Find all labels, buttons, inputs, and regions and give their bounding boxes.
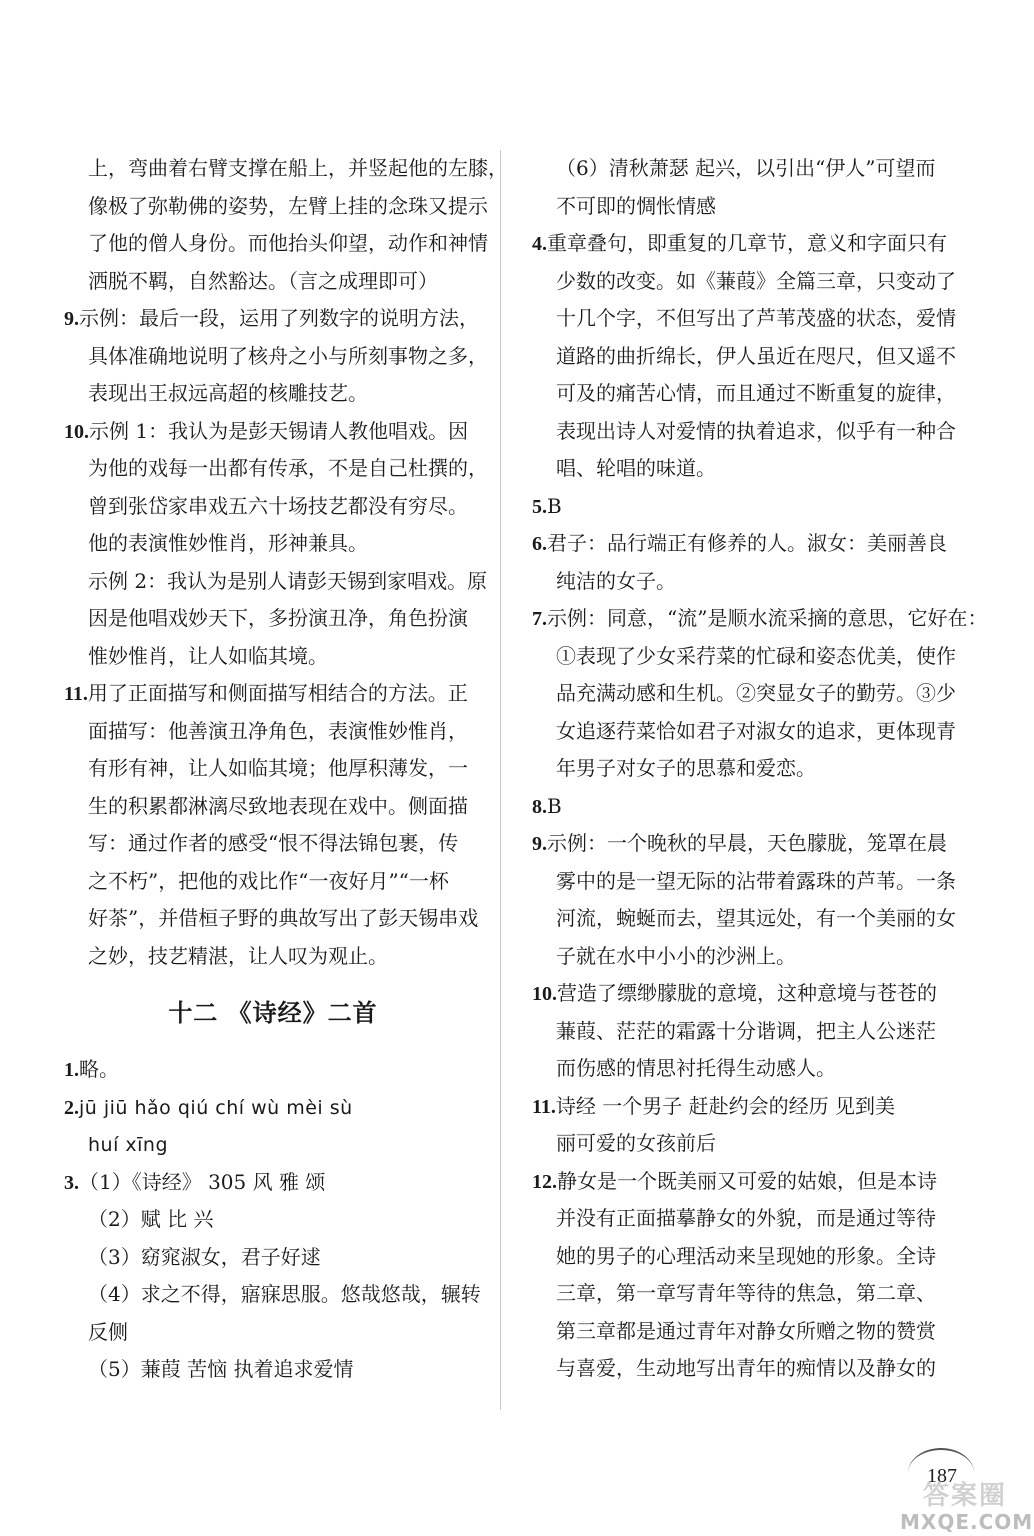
- answer-text: 品充满动感和生机。②突显女子的勤劳。③少: [556, 681, 956, 705]
- left-answers-before-section: [64, 150, 508, 975]
- answer-line: [532, 563, 930, 601]
- answer-line: [532, 975, 937, 1013]
- answer-line: [64, 413, 482, 451]
- answer-line: [64, 1276, 482, 1314]
- answer-line: [532, 450, 930, 488]
- question-number: 3.: [64, 1171, 79, 1194]
- answer-line: [64, 675, 482, 713]
- answer-line: [532, 938, 930, 976]
- answer-text: 为他的戏每一出都有传承，不是自己杜撰的，: [88, 456, 488, 480]
- answer-text: 因是他唱戏妙天下，多扮演丑净，角色扮演: [88, 606, 468, 630]
- answer-text: 洒脱不羁，自然豁达。（言之成理即可）: [88, 268, 438, 293]
- answer-line: [64, 450, 488, 488]
- right-column: [532, 150, 988, 1388]
- answer-text: 好茶”，并借桓子野的典故写出了彭天锡串戏: [88, 906, 479, 930]
- question-number: 11.: [64, 683, 88, 705]
- answer-line: [532, 675, 956, 713]
- answer-text: 略。: [79, 1057, 119, 1081]
- question-number: 10.: [532, 983, 557, 1005]
- answer-text: 写：通过作者的感受“恨不得法锦包裹，传: [88, 831, 459, 855]
- answer-text: 示例：一个晚秋的早晨，天色朦胧，笼罩在晨: [547, 831, 947, 855]
- answer-text: 具体准确地说明了核舟之小与所刻事物之多，: [88, 343, 488, 368]
- answer-line: [64, 1239, 482, 1277]
- answer-line: [64, 338, 488, 376]
- answer-text: 唱、轮唱的味道。: [556, 456, 716, 480]
- question-number: 7.: [532, 608, 547, 630]
- answer-line: [64, 750, 482, 788]
- column-divider: [500, 150, 501, 1410]
- watermark: [900, 1480, 1034, 1536]
- answer-line: [532, 713, 956, 751]
- answer-text: 示例 1：我认为是彭天锡请人教他唱戏。因: [89, 418, 469, 443]
- answer-line: [64, 600, 482, 638]
- answer-line: [532, 825, 947, 863]
- section-title: 十二 《诗经》二首: [168, 998, 378, 1027]
- question-number: 1.: [64, 1059, 79, 1081]
- answer-text: 丽可爱的女孩前后: [556, 1131, 716, 1155]
- answer-text: 女追逐荇菜恰如君子对淑女的追求，更体现青: [556, 718, 956, 743]
- answer-line: [532, 413, 956, 451]
- answer-text: 年男子对女子的思慕和爱恋。: [556, 756, 816, 780]
- question-number: 9.: [532, 833, 547, 855]
- answer-line: [64, 1164, 482, 1202]
- answer-text: 曾到张岱家串戏五六十场技艺都没有穷尽。: [88, 493, 468, 518]
- question-number: 4.: [532, 233, 547, 255]
- answer-line: [532, 488, 930, 526]
- answer-text: 少数的改变。如《蒹葭》全篇三章，只变动了: [556, 268, 956, 293]
- answer-line: [532, 375, 956, 413]
- answer-line: [532, 188, 930, 226]
- answer-line: [64, 1201, 482, 1239]
- question-number: 10.: [64, 420, 89, 443]
- question-number: 2.: [64, 1096, 79, 1119]
- answer-text: 表现出王叔远高超的核雕技艺。: [88, 381, 368, 405]
- answer-text: B: [547, 493, 562, 518]
- answer-line: [64, 188, 488, 226]
- answer-line: [64, 713, 482, 751]
- answer-line: [532, 638, 956, 676]
- answer-text: 惟妙惟肖，让人如临其境。: [88, 643, 328, 668]
- answer-line: [532, 1275, 936, 1313]
- question-number: 6.: [532, 533, 547, 555]
- answer-text: （2）赋 比 兴: [88, 1207, 214, 1231]
- answer-text: 子就在水中小小的沙洲上。: [556, 943, 796, 968]
- answer-line: [64, 150, 508, 188]
- left-answers-after-section: [64, 1051, 482, 1389]
- answer-text: 他的表演惟妙惟肖，形神兼具。: [88, 531, 368, 555]
- right-answers: [532, 150, 988, 1388]
- answer-text: 上，弯曲着右臂支撑在船上，并竖起他的左膝，: [88, 156, 508, 180]
- answer-line: [532, 1163, 937, 1201]
- answer-text: 纯洁的女子。: [556, 568, 676, 593]
- answer-text: B: [547, 793, 562, 818]
- answer-line: [64, 863, 482, 901]
- answer-text: （4）求之不得，寤寐思服。悠哉悠哉，辗转: [88, 1282, 481, 1306]
- answer-text: 十几个字，不但写出了芦苇茂盛的状态，爱情: [556, 306, 956, 330]
- answer-line: [532, 750, 930, 788]
- question-number: 8.: [532, 795, 547, 818]
- answer-line: [64, 225, 488, 263]
- answer-text: 雾中的是一望无际的沾带着露珠的芦苇。一条: [556, 868, 956, 893]
- answer-text: 并没有正面描摹静女的外貌，而是通过等待: [556, 1206, 936, 1230]
- answer-text: 了他的僧人身份。而他抬头仰望，动作和神情: [88, 231, 488, 255]
- answer-text: 与喜爱，生动地写出青年的痴情以及静女的: [556, 1356, 936, 1380]
- answer-line: [64, 788, 482, 826]
- answer-text: 三章，第一章写青年等待的焦急，第二章、: [556, 1281, 936, 1305]
- answer-line: [64, 375, 482, 413]
- answer-text: 用了正面描写和侧面描写相结合的方法。正: [87, 681, 468, 705]
- answer-text: 她的男子的心理活动来呈现她的形象。全诗: [556, 1243, 936, 1268]
- answer-line: [532, 1013, 936, 1051]
- answer-line: [64, 263, 482, 301]
- answer-text: 河流，蜿蜒而去，望其远处，有一个美丽的女: [556, 906, 956, 930]
- answer-line: [532, 863, 956, 901]
- answer-text: 营造了缥缈朦胧的意境，这种意境与苍苍的: [557, 981, 937, 1005]
- answer-text: 重章叠句，即重复的几章节，意义和字面只有: [547, 231, 947, 255]
- answer-text: 君子：品行端正有修养的人。淑女：美丽善良: [547, 531, 947, 555]
- answer-line: [532, 150, 936, 188]
- answer-text: 示例：同意，“流”是顺水流采摘的意思，它好在：: [547, 606, 988, 630]
- answer-text: 示例：最后一段，运用了列数字的说明方法，: [79, 306, 479, 330]
- answer-line: [532, 788, 930, 826]
- answer-text: 静女是一个既美丽又可爱的姑娘，但是本诗: [557, 1168, 937, 1193]
- answer-text: 有形有神，让人如临其境；他厚积薄发，一: [88, 756, 468, 780]
- question-number: 12.: [532, 1170, 557, 1193]
- answer-text: 像极了弥勒佛的姿势，左臂上挂的念珠又提示: [88, 193, 488, 218]
- answer-text: （3）窈窕淑女，君子好逑: [88, 1244, 321, 1269]
- answer-text: 示例 2：我认为是别人请彭天锡到家唱戏。原: [88, 568, 488, 593]
- answer-text: 之不朽”，把他的戏比作“一夜好月”“一杯: [88, 868, 449, 893]
- question-number: 9.: [64, 308, 79, 330]
- page-number: 187: [927, 1465, 957, 1487]
- answer-line: [532, 1125, 930, 1163]
- answer-line: [532, 338, 956, 376]
- question-number: 5.: [532, 495, 547, 518]
- answer-text: 生的积累都淋漓尽致地表现在戏中。侧面描: [88, 793, 468, 818]
- answer-text: jū jiū hǎo qiú chí wù mèi sù: [79, 1096, 353, 1119]
- answer-line: [532, 263, 956, 301]
- answer-line: [532, 1313, 936, 1351]
- answer-line: [64, 1126, 482, 1164]
- answer-line: [64, 1314, 482, 1352]
- answer-text: 反侧: [88, 1319, 128, 1344]
- answer-line: [532, 600, 988, 638]
- answer-text: 面描写：他善演丑净角色，表演惟妙惟肖，: [88, 718, 468, 743]
- answer-line: [64, 563, 488, 601]
- answer-line: [64, 900, 482, 938]
- answer-line: [64, 488, 482, 526]
- answer-text: 诗经 一个男子 赶赴约会的经历 见到美: [555, 1093, 895, 1118]
- answer-text: 第三章都是通过青年对静女所赠之物的赞赏: [556, 1318, 936, 1343]
- answer-text: 表现出诗人对爱情的执着追求，似乎有一种合: [556, 418, 956, 443]
- answer-line: [64, 638, 482, 676]
- watermark-url: MXQE.COM: [900, 1510, 1034, 1534]
- answer-line: [64, 1351, 482, 1389]
- answer-line: [64, 525, 482, 563]
- answer-line: [532, 1200, 936, 1238]
- answer-line: [532, 1238, 936, 1276]
- answer-line: [532, 900, 956, 938]
- answer-line: [64, 825, 482, 863]
- watermark-logo: 答案圈: [922, 1481, 1007, 1511]
- answer-line: [532, 525, 947, 563]
- answer-line: [64, 1089, 482, 1127]
- answer-text: （5）蒹葭 苦恼 执着追求爱情: [88, 1357, 354, 1381]
- answer-text: huí xīng: [88, 1134, 169, 1156]
- answer-line: [532, 300, 956, 338]
- answer-line: [532, 1350, 936, 1388]
- question-number: 11.: [532, 1095, 556, 1118]
- answer-line: [532, 1050, 930, 1088]
- answer-text: 而伤感的情思衬托得生动感人。: [556, 1056, 836, 1080]
- answer-line: [64, 300, 482, 338]
- answer-line: [64, 938, 482, 976]
- answer-line: [64, 1051, 482, 1089]
- answer-text: 不可即的惆怅情感: [556, 193, 716, 218]
- left-column: [64, 150, 508, 1389]
- answer-text: ①表现了少女采荇菜的忙碌和姿态优美，使作: [556, 643, 956, 668]
- answer-text: 可及的痛苦心情，而且通过不断重复的旋律，: [556, 381, 956, 405]
- answer-text: （1）《诗经》 305 风 雅 颂: [79, 1169, 326, 1194]
- answer-line: [532, 225, 947, 263]
- answer-line: [532, 1088, 930, 1126]
- answer-text: 蒹葭、茫茫的霜露十分谐调，把主人公迷茫: [556, 1018, 936, 1043]
- answer-text: （6）清秋萧瑟 起兴，以引出“伊人”可望而: [556, 156, 936, 180]
- answer-text: 之妙，技艺精湛，让人叹为观止。: [88, 943, 388, 968]
- answer-text: 道路的曲折绵长，伊人虽近在咫尺，但又遥不: [556, 343, 956, 368]
